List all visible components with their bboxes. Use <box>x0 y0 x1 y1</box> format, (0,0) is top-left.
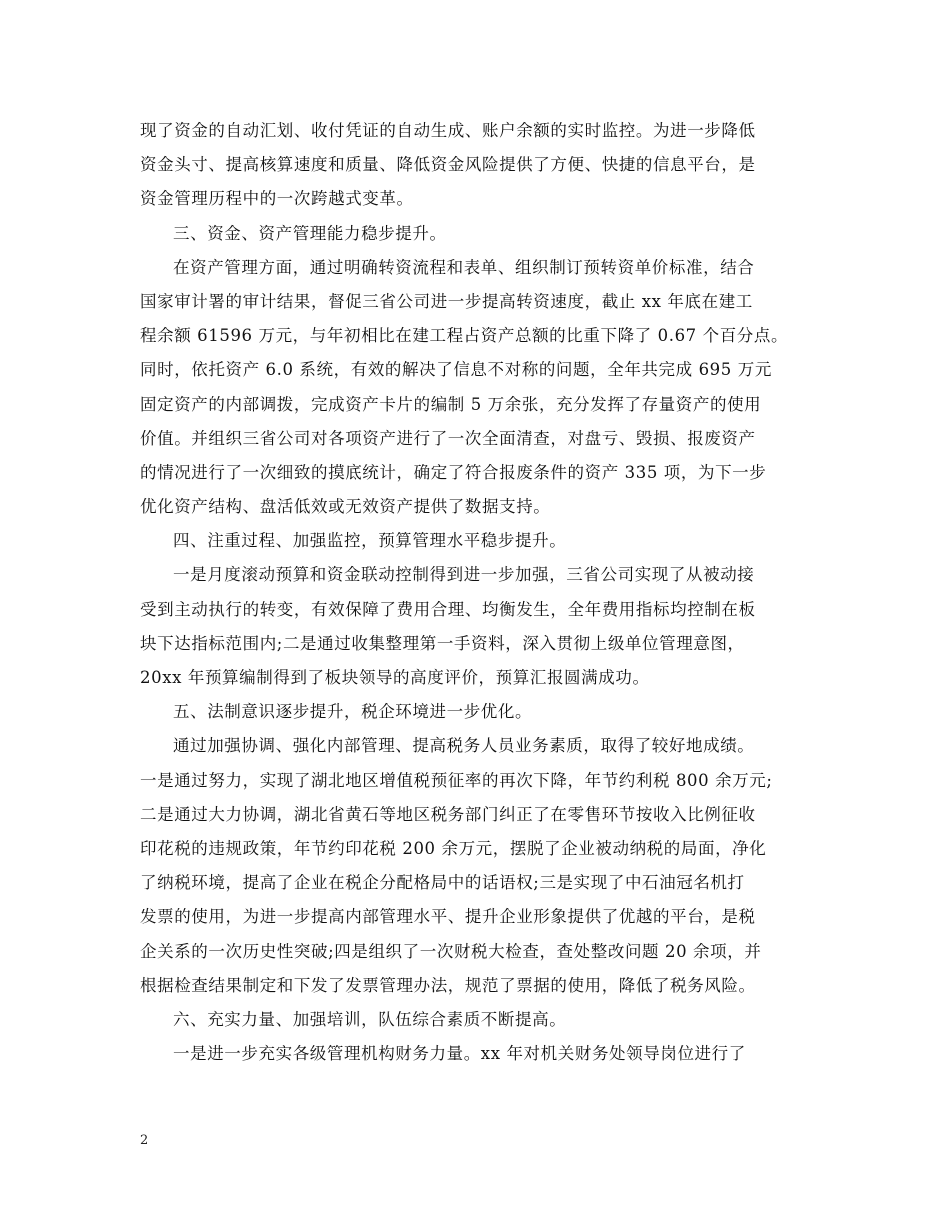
text-line: 在资产管理方面，通过明确转资流程和表单、组织制订预转资单价标准，结合 <box>173 257 755 277</box>
text-line: 六、充实力量、加强培训，队伍综合素质不断提高。 <box>173 1009 567 1029</box>
text-line: 企关系的一次历史性突破;四是组织了一次财税大检查，查处整改问题 20 余项，并 <box>140 941 762 961</box>
text-line: 二是通过大力协调，湖北省黄石等地区税务部门纠正了在零售环节按收入比例征收 <box>140 804 756 824</box>
text-line: 同时，依托资产 6.0 系统，有效的解决了信息不对称的问题，全年共完成 695 万元 <box>140 360 772 380</box>
page-number: 2 <box>140 1133 149 1148</box>
text-line: 印花税的违规政策，年节约印花税 200 余万元，摆脱了企业被动纳税的局面，净化 <box>140 838 767 858</box>
text-line: 一是通过努力，实现了湖北地区增值税预征率的再次下降，年节约利税 800 余万元; <box>140 770 773 790</box>
text-line: 优化资产结构、盘活低效或无效资产提供了数据支持。 <box>140 497 551 517</box>
text-line: 根据检查结果制定和下发了发票管理办法，规范了票据的使用，降低了税务风险。 <box>140 975 756 995</box>
text-line: 国家审计署的审计结果，督促三省公司进一步提高转资速度，截止 xx 年底在建工 <box>140 291 753 311</box>
text-line: 价值。并组织三省公司对各项资产进行了一次全面清查，对盘亏、毁损、报废资产 <box>140 428 756 448</box>
text-line: 一是进一步充实各级管理机构财务力量。xx 年对机关财务处领导岗位进行了 <box>173 1044 746 1064</box>
text-line: 三、资金、资产管理能力稳步提升。 <box>173 223 447 243</box>
text-line: 固定资产的内部调拨，完成资产卡片的编制 5 万余张，充分发挥了存量资产的使用 <box>140 394 762 414</box>
text-line: 四、注重过程、加强监控，预算管理水平稳步提升。 <box>173 531 567 551</box>
text-line: 五、法制意识逐步提升，税企环境进一步优化。 <box>173 702 533 722</box>
text-line: 20xx 年预算编制得到了板块领导的高度评价，预算汇报圆满成功。 <box>140 668 650 687</box>
text-line: 的情况进行了一次细致的摸底统计，确定了符合报废条件的资产 335 项，为下一步 <box>140 462 767 482</box>
text-line: 发票的使用，为进一步提高内部管理水平、提升企业形象提供了优越的平台，是税 <box>140 907 756 927</box>
text-line: 程余额 61596 万元，与年初相比在建工程占资产总额的比重下降了 0.67 个百分点。 <box>140 326 789 346</box>
text-line: 一是月度滚动预算和资金联动控制得到进一步加强，三省公司实现了从被动接 <box>173 565 755 585</box>
document-body <box>140 114 812 1071</box>
text-line: 了纳税环境，提高了企业在税企分配格局中的话语权;三是实现了中石油冠名机打 <box>140 873 745 893</box>
text-line: 资金头寸、提高核算速度和质量、降低资金风险提供了方便、快捷的信息平台，是 <box>140 155 756 175</box>
text-line: 通过加强协调、强化内部管理、提高税务人员业务素质，取得了较好地成绩。 <box>173 736 755 756</box>
text-line: 现了资金的自动汇划、收付凭证的自动生成、账户余额的实时监控。为进一步降低 <box>140 121 756 140</box>
text-line: 块下达指标范围内;二是通过收集整理第一手资料，深入贯彻上级单位管理意图， <box>140 633 745 653</box>
text-line: 资金管理历程中的一次跨越式变革。 <box>140 189 414 209</box>
text-line: 受到主动执行的转变，有效保障了费用合理、均衡发生，全年费用指标均控制在板 <box>140 599 756 619</box>
